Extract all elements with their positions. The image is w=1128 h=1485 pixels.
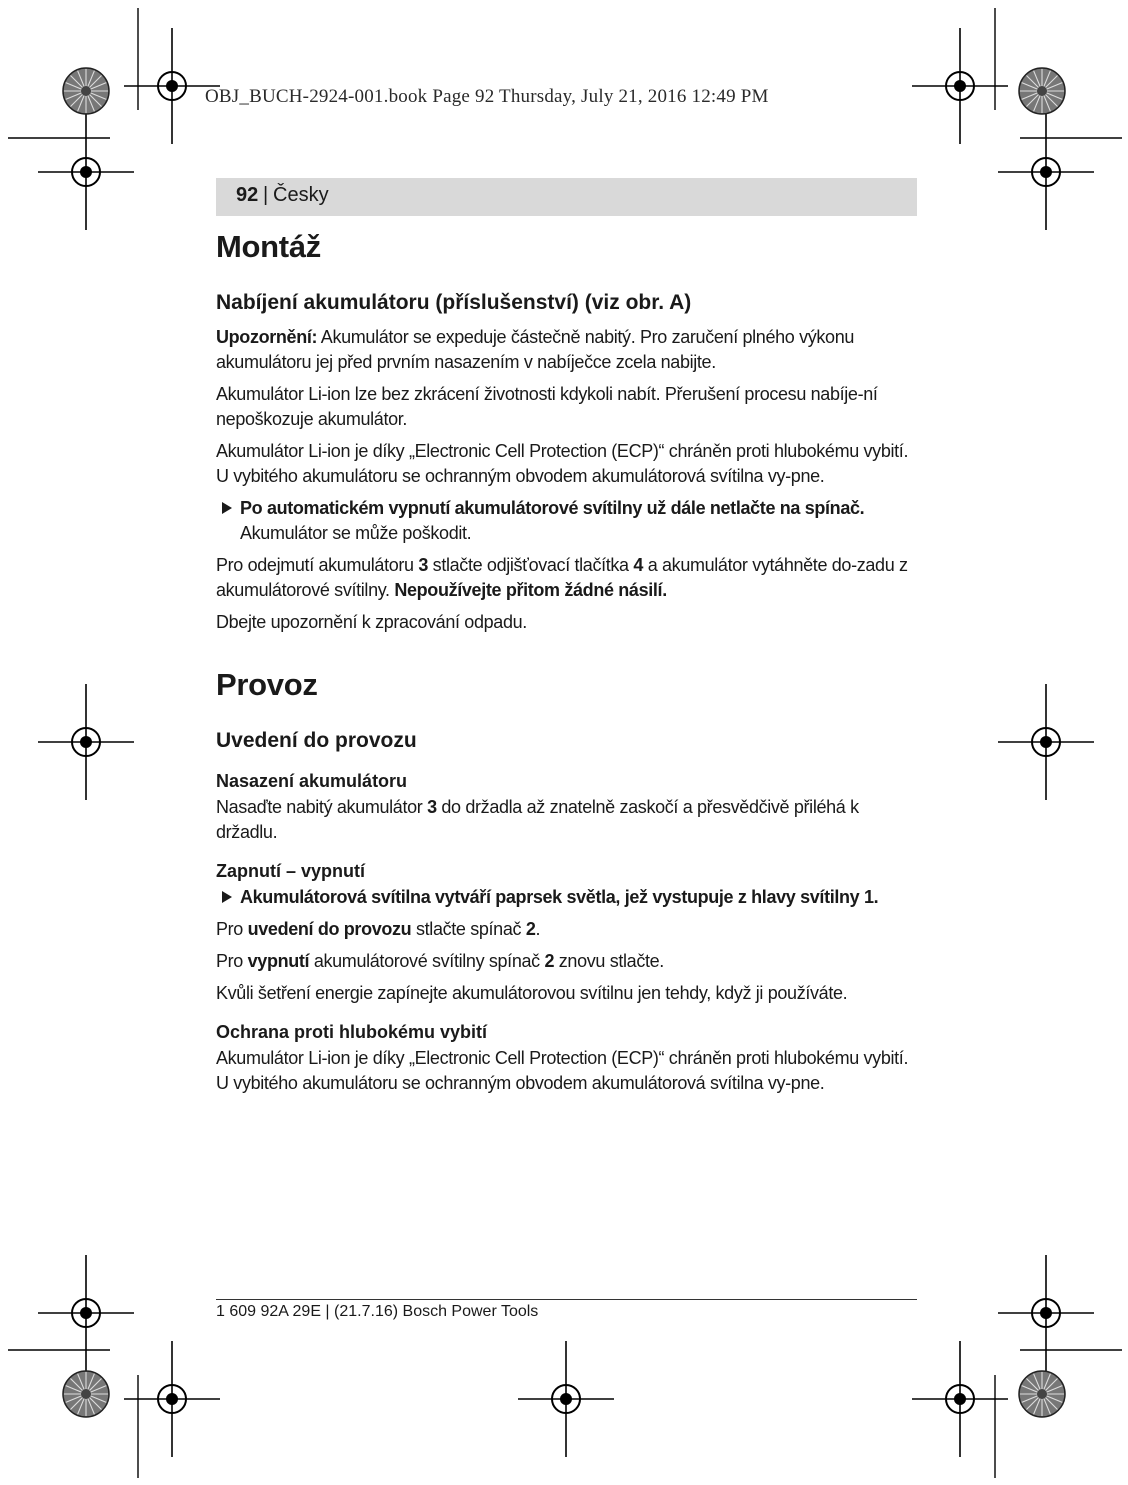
text-run: Nasaďte nabitý akumulátor: [216, 797, 428, 817]
text-run: akumulátorové svítilny spínač: [309, 951, 545, 971]
paragraph-note: [216, 325, 918, 375]
paragraph-switch-on: [216, 917, 918, 942]
ref-number: 4: [633, 555, 644, 575]
bullet-triangle-icon: [222, 891, 232, 903]
paragraph-disposal: Dbejte upozornění k zpracování odpadu.: [216, 612, 527, 632]
light-beam-bullet: [216, 885, 918, 910]
registration-mark-left-bottom: [38, 1255, 134, 1371]
registration-mark-bottom-center: [518, 1341, 614, 1457]
bold-run: uvedení do provozu: [247, 919, 412, 939]
ref-number: 3: [427, 797, 437, 817]
header-language: Česky: [273, 184, 329, 206]
registration-mark-left-middle: [38, 684, 134, 800]
page-content: [216, 225, 918, 1103]
header-separator: |: [263, 184, 269, 206]
star-target-top-right: [1019, 68, 1065, 114]
subheading-start: Uvedení do provozu: [216, 729, 417, 752]
text-run: Pro: [216, 951, 248, 971]
text-run: Pro: [216, 919, 248, 939]
page-number: 92: [236, 184, 259, 206]
section-title-montaz: Montáž: [216, 229, 321, 264]
light-beam-bullet-bold: Akumulátorová svítilna vytváří paprsek světla, jež vystupuje z hlavy svítilny 1.: [240, 887, 879, 907]
footer-rule: [216, 1299, 917, 1300]
note-text: Akumulátor se expeduje částečně nabitý. Pro zaručení plného výkonu akumulátoru jej před prvním nasazením v nabíječce zcela nabijte.: [216, 327, 855, 372]
paragraph-liion-charge: Akumulátor Li-ion lze bez zkrácení životnosti kdykoli nabít. Přerušení procesu nabíje-ní nepoškozuje akumulátor.: [216, 384, 878, 429]
text-run: Pro odejmutí akumulátoru: [216, 555, 419, 575]
bold-run: Nepoužívejte přitom žádné násilí.: [394, 580, 667, 600]
paragraph-insert: [216, 795, 918, 845]
registration-mark-left-top: [38, 114, 134, 230]
star-target-bottom-left: [63, 1371, 109, 1417]
text-run: stlačte spínač: [411, 919, 526, 939]
paragraph-remove-battery: [216, 553, 918, 603]
registration-mark-top-right: [912, 28, 1008, 144]
paragraph-protect: Akumulátor Li-ion je díky „Electronic Cell Protection (ECP)“ chráněn proti hlubokému vybití. U vybitého akumulátoru se ochranným obvodem akumulátorová svítilna vy-pne.: [216, 1048, 909, 1093]
subsubheading-protect: Ochrana proti hlubokému vybití: [216, 1022, 488, 1042]
warning-bullet-text: Akumulátor se může poškodit.: [240, 523, 472, 543]
page-footer: 1 609 92A 29E | (21.7.16) Bosch Power Tools: [216, 1303, 539, 1320]
registration-mark-right-top: [998, 114, 1094, 230]
ref-number: 2: [544, 951, 555, 971]
subsubheading-insert: Nasazení akumulátoru: [216, 771, 408, 791]
registration-mark-right-middle: [998, 684, 1094, 800]
text-run: do držadla až znatelně zaskočí a přesvědčivě přiléhá k držadlu.: [216, 797, 859, 842]
section-title-provoz: Provoz: [216, 667, 318, 702]
registration-mark-bottom-right: [912, 1341, 1008, 1457]
text-run: znovu stlačte.: [554, 951, 664, 971]
warning-bullet: [216, 496, 918, 546]
note-label: Upozornění:: [216, 327, 318, 347]
star-target-bottom-right: [1019, 1371, 1065, 1417]
ref-number: 3: [418, 555, 429, 575]
page-header-bar: [216, 178, 917, 216]
subheading-charging: Nabíjení akumulátoru (příslušenství) (viz obr. A): [216, 291, 692, 314]
bullet-triangle-icon: [222, 502, 232, 514]
subsubheading-onoff: Zapnutí – vypnutí: [216, 861, 366, 881]
text-run: a akumulátor vytáhněte do-zadu z akumulátorové svítilny.: [216, 555, 908, 600]
text-run: stlačte odjišťovací tlačítka: [428, 555, 634, 575]
star-target-top-left: [63, 68, 109, 114]
paragraph-ecp: Akumulátor Li-ion je díky „Electronic Cell Protection (ECP)“ chráněn proti hlubokému vybití. U vybitého akumulátoru se ochranným obvodem akumulátorová svítilna vy-pne.: [216, 441, 909, 486]
text-run: .: [535, 919, 541, 939]
bold-run: vypnutí: [247, 951, 310, 971]
print-slug-line: OBJ_BUCH-2924-001.book Page 92 Thursday, July 21, 2016 12:49 PM: [205, 86, 769, 107]
ref-number: 2: [525, 919, 536, 939]
paragraph-save-energy: Kvůli šetření energie zapínejte akumulátorovou svítilnu jen tehdy, když ji používáte.: [216, 983, 848, 1003]
paragraph-switch-off: [216, 949, 918, 974]
registration-mark-right-bottom: [998, 1255, 1094, 1371]
warning-bullet-bold: Po automatickém vypnutí akumulátorové svítilny už dále netlačte na spínač.: [240, 498, 865, 518]
